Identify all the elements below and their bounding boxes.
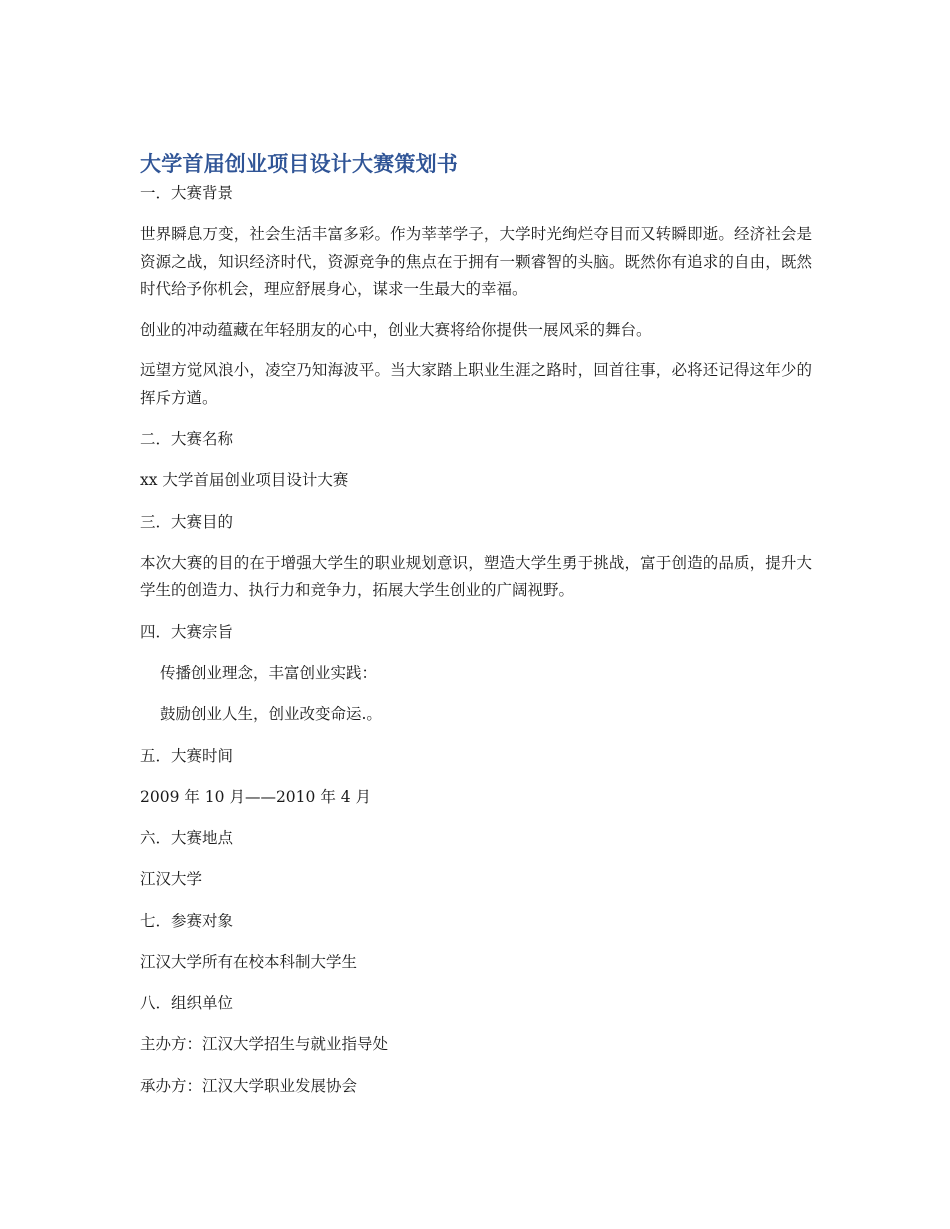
section-heading-purpose: 三．大赛目的 [140,512,234,531]
section-heading-tenet: 四．大赛宗旨 [140,622,234,641]
section-heading-organizers: 八．组织单位 [140,994,234,1012]
contest-participants: 江汉大学所有在校本科制大学生 [140,952,358,971]
background-paragraph-2: 创业的冲动蕴藏在年轻朋友的心中，创业大赛将给你提供一展风采的舞台。 [140,320,652,339]
tenet-line-1: 传播创业理念，丰富创业实践： [160,663,378,682]
tenet-line-2: 鼓励创业人生，创业改变命运.。 [160,705,382,723]
document-page [140,148,812,1100]
section-heading-name: 二．大赛名称 [140,430,234,448]
document-title: 大学首届创业项目设计大赛策划书 [140,152,458,176]
section-heading-participants: 七．参赛对象 [140,911,234,930]
background-paragraph-1: 世界瞬息万变，社会生活丰富多彩。作为莘莘学子，大学时光绚烂夺目而又转瞬即逝。经济社会是资源之战，知识经济时代，资源竞争的焦点在于拥有一颗睿智的头脑。既然你有追求的自由，既然时代给予你机会，理应舒展身心，谋求一生最大的幸福。 [140,225,812,298]
contest-location: 江汉大学 [140,870,203,888]
contest-name: xx 大学首届创业项目设计大赛 [140,471,349,489]
organizer-undertaker: 承办方：江汉大学职业发展协会 [140,1076,358,1095]
contest-time: 2009 年 10 月——2010 年 4 月 [140,787,372,806]
section-heading-time: 五．大赛时间 [140,746,234,765]
background-paragraph-3: 远望方觉风浪小，凌空乃知海波平。当大家踏上职业生涯之路时，回首往事，必将还记得这年少的挥斥方遒。 [140,361,812,407]
purpose-paragraph: 本次大赛的目的在于增强大学生的职业规划意识，塑造大学生勇于挑战，富于创造的品质，提升大学生的创造力、执行力和竞争力，拓展大学生创业的广阔视野。 [140,553,812,599]
organizer-host: 主办方：江汉大学招生与就业指导处 [140,1035,389,1053]
section-heading-location: 六．大赛地点 [140,829,234,847]
section-heading-background: 一．大赛背景 [140,184,234,202]
